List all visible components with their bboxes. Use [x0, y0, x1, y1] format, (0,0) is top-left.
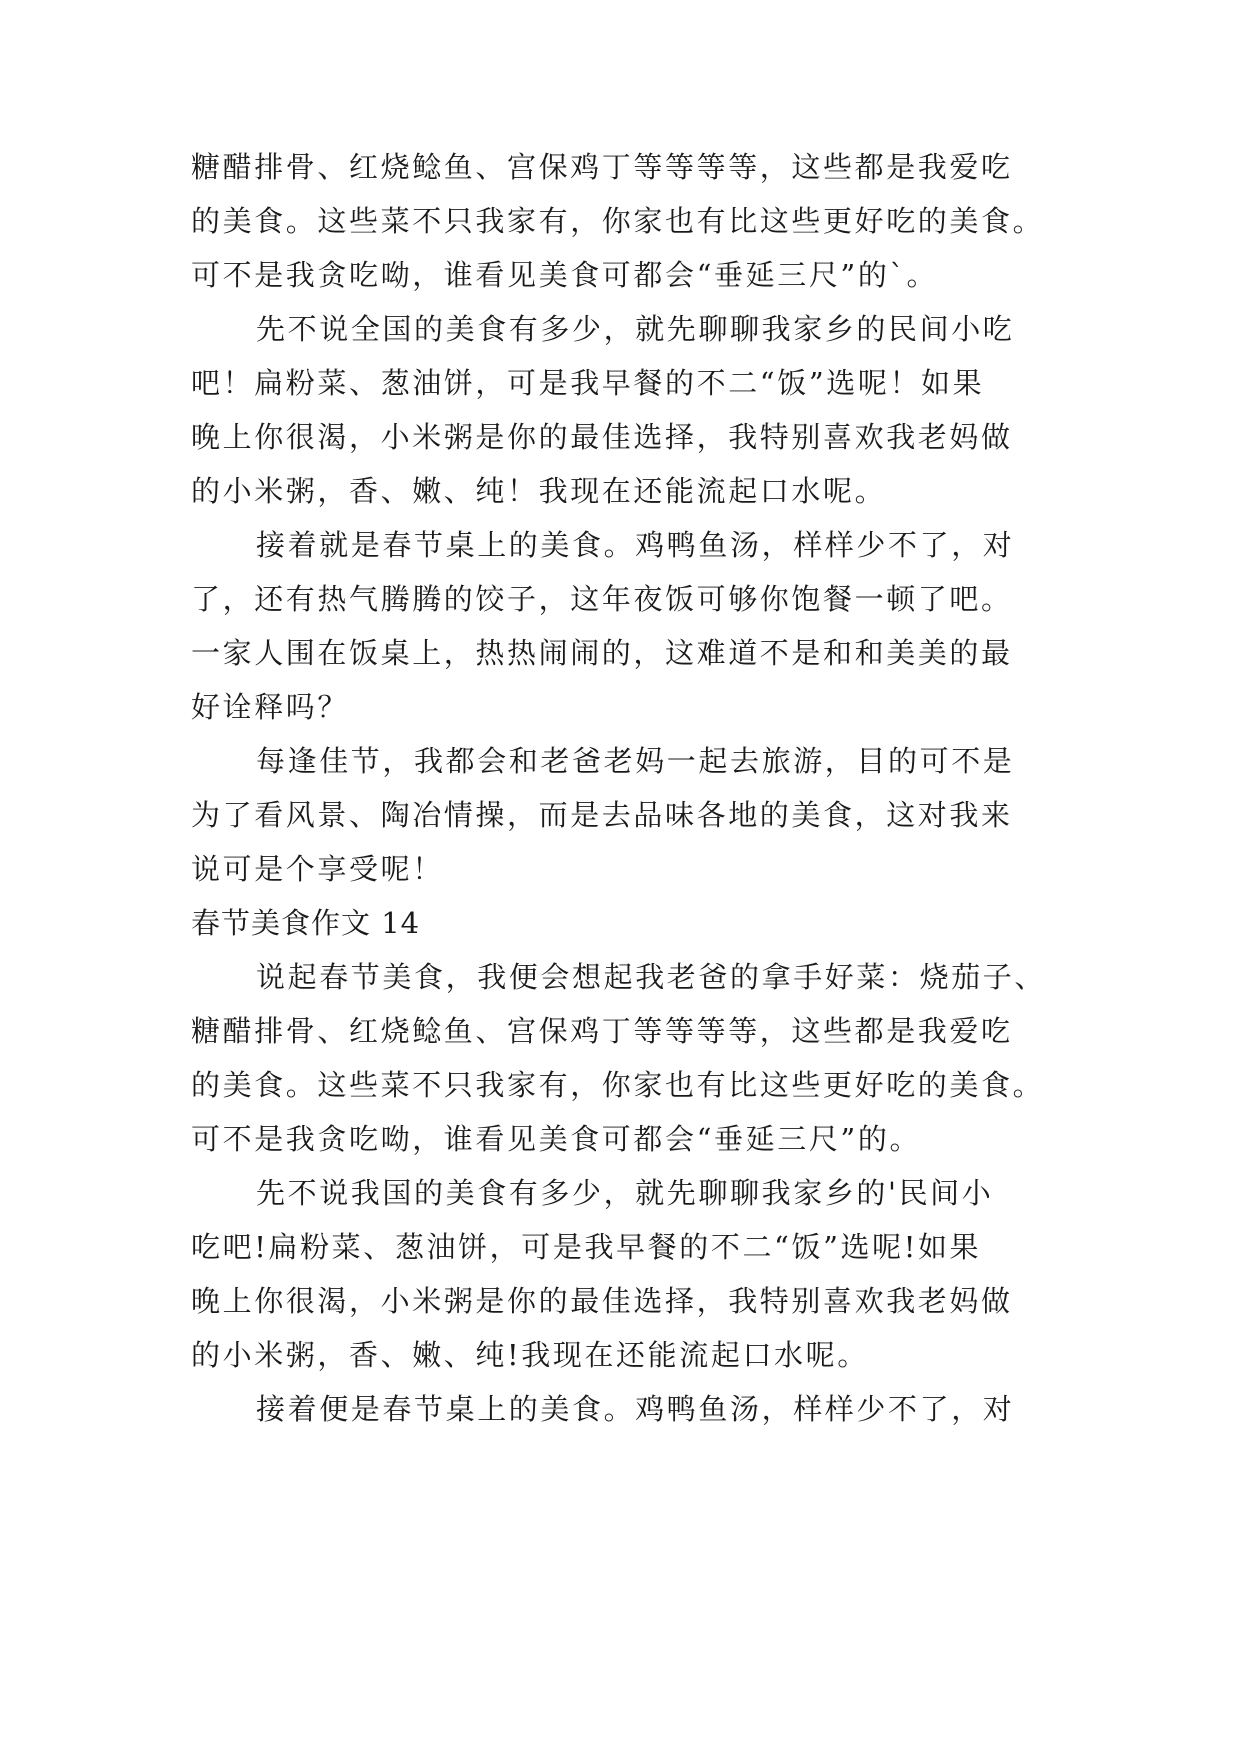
text-line: 吃吧!扁粉菜、葱油饼，可是我早餐的不二“饭”选呢!如果: [191, 1230, 982, 1264]
text-line: 糖醋排骨、红烧鲶鱼、宫保鸡丁等等等等，这些都是我爱吃: [191, 150, 1013, 184]
text-line: 的美食。这些菜不只我家有，你家也有比这些更好吃的美食。: [191, 204, 1045, 238]
text-line: 一家人围在饭桌上，热热闹闹的，这难道不是和和美美的最: [191, 636, 1013, 670]
paragraph-start-line: 接着就是春节桌上的美食。鸡鸭鱼汤，样样少不了，对: [256, 528, 1015, 562]
text-line: 吧！扁粉菜、葱油饼，可是我早餐的不二“饭”选呢！如果: [191, 366, 985, 400]
text-line: 可不是我贪吃呦，谁看见美食可都会“垂延三尺”的`。: [191, 258, 939, 292]
text-line: 为了看风景、陶冶情操，而是去品味各地的美食，这对我来: [191, 798, 1013, 832]
text-line: 晚上你很渴，小米粥是你的最佳选择，我特别喜欢我老妈做: [191, 420, 1013, 454]
text-line: 可不是我贪吃呦，谁看见美食可都会“垂延三尺”的。: [191, 1122, 922, 1156]
text-line: 的小米粥，香、嫩、纯！我现在还能流起口水呢。: [191, 474, 887, 508]
text-line: 说可是个享受呢！: [191, 852, 444, 886]
paragraph-start-line: 说起春节美食，我便会想起我老爸的拿手好菜：烧茄子、: [256, 960, 1047, 994]
text-line: 的小米粥，香、嫩、纯!我现在还能流起口水呢。: [191, 1338, 869, 1372]
text-line: 的美食。这些菜不只我家有，你家也有比这些更好吃的美食。: [191, 1068, 1045, 1102]
paragraph-start-line: 先不说全国的美食有多少，就先聊聊我家乡的民间小吃: [256, 312, 1015, 346]
section-heading: 春节美食作文 14: [191, 906, 421, 940]
paragraph-start-line: 先不说我国的美食有多少，就先聊聊我家乡的'民间小: [256, 1176, 994, 1210]
paragraph-start-line: 接着便是春节桌上的美食。鸡鸭鱼汤，样样少不了，对: [256, 1392, 1015, 1426]
text-line: 了，还有热气腾腾的饺子，这年夜饭可够你饱餐一顿了吧。: [191, 582, 1013, 616]
text-line: 晚上你很渴，小米粥是你的最佳选择，我特别喜欢我老妈做: [191, 1284, 1013, 1318]
paragraph-start-line: 每逢佳节，我都会和老爸老妈一起去旅游，目的可不是: [256, 744, 1015, 778]
text-line: 糖醋排骨、红烧鲶鱼、宫保鸡丁等等等等，这些都是我爱吃: [191, 1014, 1013, 1048]
document-body: [191, 140, 1071, 1436]
text-line: 好诠释吗？: [191, 690, 350, 724]
